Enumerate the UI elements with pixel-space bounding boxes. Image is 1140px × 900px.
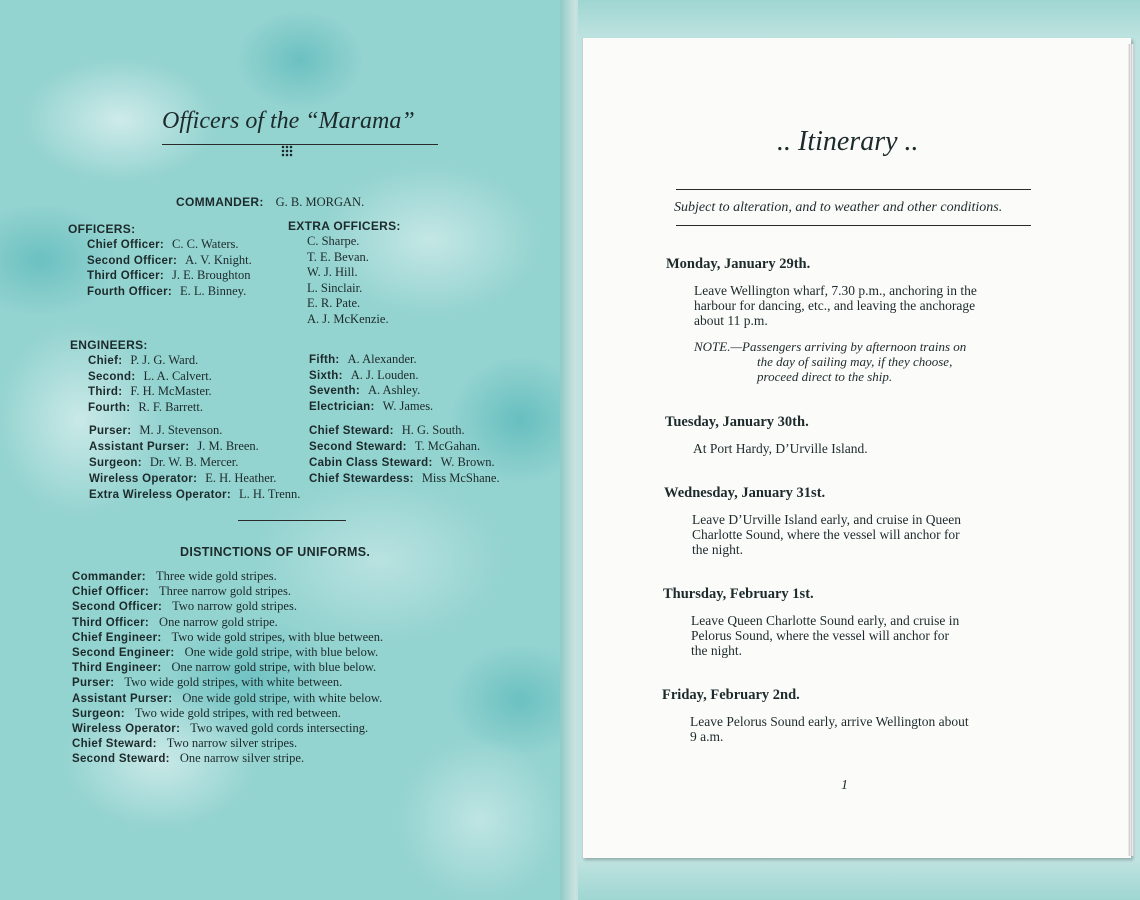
- staff-left-value: J. M. Breen.: [197, 439, 259, 453]
- uniforms-list-value: Two wide gold stripes, with blue between.: [171, 629, 384, 644]
- day-heading: Thursday, February 1st.: [663, 586, 814, 602]
- officers-list-value: C. C. Waters.: [172, 237, 239, 251]
- subtitle-rule-bottom: [676, 225, 1031, 226]
- uniforms-list-label: Purser:: [72, 677, 115, 690]
- commander-label: COMMANDER:: [176, 195, 264, 209]
- staff-left-label: Surgeon:: [89, 457, 142, 469]
- uniforms-list-label: Chief Steward:: [72, 738, 157, 751]
- staff-left-label: Purser:: [89, 425, 132, 437]
- day-description-line: harbour for dancing, etc., and leaving the anchorage: [694, 298, 976, 313]
- uniforms-list-value: Three narrow gold stripes.: [159, 584, 291, 599]
- extra-officers-list-item: A. J. McKenzie.: [307, 311, 389, 326]
- engineers-right-label: Seventh:: [309, 385, 360, 397]
- engineers-left-label: Chief:: [88, 355, 123, 367]
- uniforms-list-value: One narrow silver stripe.: [179, 751, 305, 766]
- staff-right-label: Chief Stewardess:: [309, 473, 414, 485]
- uniforms-list-label: Surgeon:: [72, 707, 125, 720]
- staff-right-row: [309, 469, 500, 487]
- ornament-icon: [281, 145, 293, 157]
- officers-list-row: [87, 282, 246, 300]
- officers-list-value: J. E. Broughton: [172, 268, 251, 282]
- staff-left-value: E. H. Heather.: [205, 471, 277, 485]
- staff-left-label: Extra Wireless Operator:: [89, 489, 231, 501]
- subtitle-rule-top: [676, 189, 1031, 190]
- uniforms-list-label: Commander:: [72, 571, 146, 583]
- day-description-line: Leave Wellington wharf, 7.30 p.m., anchoring in the: [694, 283, 977, 298]
- uniforms-list-label: Wireless Operator:: [72, 723, 181, 735]
- staff-left-value: Dr. W. B. Mercer.: [149, 455, 239, 469]
- day-description-line: Charlotte Sound, where the vessel will anchor for: [692, 527, 960, 542]
- day-description-line: Pelorus Sound, where the vessel will anchor for: [691, 628, 949, 643]
- uniforms-list-label: Chief Officer:: [72, 586, 150, 599]
- engineers-right-value: A. Alexander.: [347, 352, 417, 366]
- day-description-line: At Port Hardy, D’Urville Island.: [693, 441, 868, 456]
- day-heading: Tuesday, January 30th.: [665, 414, 809, 430]
- engineers-right-value: A. Ashley.: [367, 383, 421, 397]
- itinerary-title: .. Itinerary ..: [777, 126, 919, 157]
- engineers-right-label: Electrician:: [309, 400, 375, 413]
- staff-left-row: [89, 485, 300, 503]
- staff-right-value: Miss McShane.: [421, 471, 500, 485]
- engineers-left-value: P. J. G. Ward.: [130, 353, 199, 367]
- engineers-left-value: R. F. Barrett.: [138, 399, 203, 414]
- engineers-left-value: F. H. McMaster.: [130, 384, 212, 398]
- uniforms-list-label: Second Officer:: [72, 601, 163, 614]
- day-description-line: Leave Queen Charlotte Sound early, and cruise in: [691, 613, 960, 628]
- uniforms-list-label: Chief Engineer:: [72, 631, 162, 644]
- officers-title: Officers of the “Marama”: [162, 108, 415, 134]
- uniforms-list-value: One wide gold stripe, with blue below.: [184, 645, 379, 659]
- staff-left-value: L. H. Trenn.: [238, 487, 301, 501]
- extra-officers-list-item: W. J. Hill.: [307, 265, 358, 279]
- itinerary-subtitle: Subject to alteration, and to weather and other conditions.: [674, 200, 1003, 215]
- uniforms-list-value: One narrow gold stripe, with blue below.: [171, 660, 377, 675]
- page-number: 1: [841, 778, 848, 793]
- day-note-line: NOTE.—Passengers arriving by afternoon trains on: [694, 339, 967, 354]
- uniforms-list-value: Two waved gold cords intersecting.: [190, 721, 369, 735]
- engineers-left-label: Second:: [88, 370, 136, 383]
- staff-right-label: Second Steward:: [309, 441, 407, 453]
- uniforms-list-value: Three wide gold stripes.: [155, 569, 277, 583]
- uniforms-list-label: Third Engineer:: [72, 662, 162, 675]
- officers-list-label: Second Officer:: [87, 254, 178, 267]
- engineers-right-value: W. James.: [382, 398, 434, 413]
- staff-left-value: M. J. Stevenson.: [139, 423, 223, 437]
- uniforms-list-value: One wide gold stripe, with white below.: [182, 690, 383, 705]
- day-description-line: about 11 p.m.: [694, 313, 768, 328]
- staff-right-value: H. G. South.: [401, 423, 465, 437]
- extra-officers-list-item: T. E. Bevan.: [307, 249, 369, 264]
- day-description-line: Leave Pelorus Sound early, arrive Wellington about: [690, 714, 969, 729]
- commander-value: G. B. MORGAN.: [275, 195, 365, 209]
- day-heading: Monday, January 29th.: [666, 256, 811, 272]
- staff-right-value: T. McGahan.: [414, 439, 481, 453]
- day-description-line: Leave D’Urville Island early, and cruise in Queen: [692, 512, 962, 527]
- engineers-left-label: Third:: [88, 386, 123, 398]
- extra-officers-list-item: L. Sinclair.: [307, 280, 363, 295]
- day-description-line: the night.: [691, 643, 742, 658]
- uniforms-list-label: Third Officer:: [72, 616, 150, 629]
- day-heading: Friday, February 2nd.: [662, 687, 800, 703]
- engineers-right-row: [309, 397, 433, 415]
- officers-list-label: Fourth Officer:: [87, 285, 172, 298]
- uniforms-list-label: Second Steward:: [72, 753, 170, 766]
- right-page: [582, 38, 1131, 858]
- section-divider: [238, 520, 346, 521]
- extra-officers-list-item: C. Sharpe.: [307, 234, 360, 248]
- engineers-heading: ENGINEERS:: [70, 338, 148, 352]
- day-description-line: the night.: [692, 542, 743, 557]
- officers-list-value: A. V. Knight.: [185, 252, 252, 267]
- engineers-left-row: [88, 398, 203, 416]
- uniforms-list-label: Second Engineer:: [72, 647, 175, 659]
- page-edges: [1128, 44, 1134, 856]
- uniforms-list-value: Two wide gold stripes, with white between.: [124, 675, 343, 690]
- engineers-left-label: Fourth:: [88, 401, 131, 414]
- title-rule: [162, 144, 438, 145]
- uniforms-list-value: Two narrow gold stripes.: [172, 599, 297, 614]
- uniforms-heading: DISTINCTIONS OF UNIFORMS.: [180, 545, 371, 559]
- day-note-line: the day of sailing may, if they choose,: [757, 354, 953, 369]
- officers-list-label: Third Officer:: [87, 270, 165, 282]
- day-heading: Wednesday, January 31st.: [664, 485, 826, 501]
- engineers-left-value: L. A. Calvert.: [143, 368, 212, 383]
- uniforms-list-value: Two narrow silver stripes.: [166, 736, 298, 751]
- officers-list-label: Chief Officer:: [87, 239, 165, 251]
- engineers-right-value: A. J. Louden.: [350, 367, 419, 382]
- day-description-line: 9 a.m.: [690, 729, 724, 744]
- uniforms-list-row: [72, 749, 304, 767]
- extra-officers-list-item: E. R. Pate.: [307, 296, 361, 310]
- extra-officers-heading: EXTRA OFFICERS:: [288, 219, 401, 233]
- staff-left-label: Assistant Purser:: [89, 441, 190, 453]
- uniforms-list-label: Assistant Purser:: [72, 692, 173, 705]
- officers-heading: OFFICERS:: [68, 222, 136, 236]
- uniforms-list-value: Two wide gold stripes, with red between.: [134, 705, 341, 720]
- engineers-right-label: Fifth:: [309, 354, 340, 366]
- staff-right-label: Cabin Class Steward:: [309, 457, 433, 469]
- staff-left-label: Wireless Operator:: [89, 473, 198, 485]
- commander-row: [176, 193, 364, 211]
- uniforms-list-value: One narrow gold stripe.: [159, 614, 278, 629]
- officers-list-value: E. L. Binney.: [180, 283, 247, 298]
- engineers-right-label: Sixth:: [309, 369, 343, 382]
- staff-right-label: Chief Steward:: [309, 425, 394, 437]
- staff-right-value: W. Brown.: [440, 455, 495, 469]
- day-note-line: proceed direct to the ship.: [757, 369, 893, 384]
